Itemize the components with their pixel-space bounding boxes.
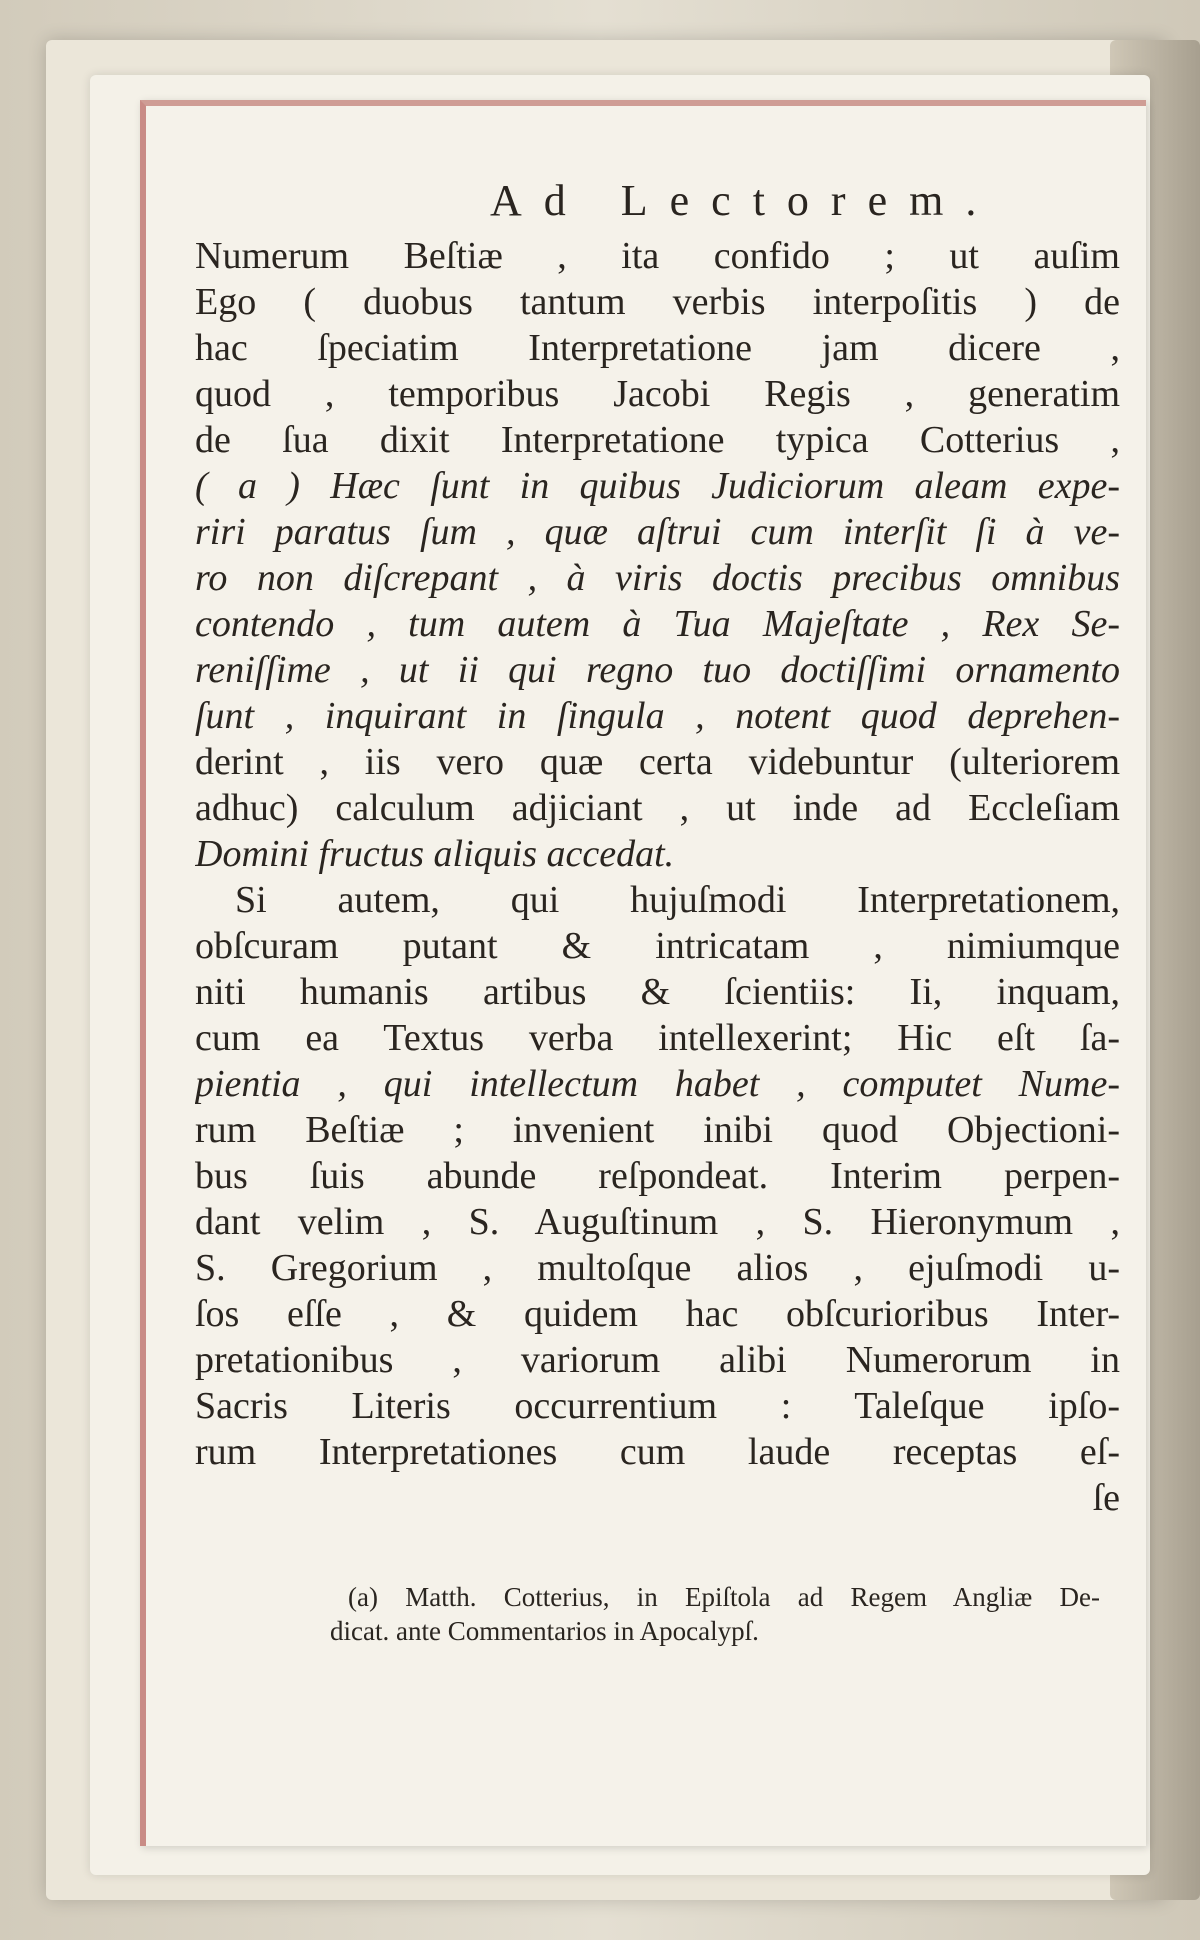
body-line: ſos eſſe , & quidem hac obſcurioribus Inter- — [195, 1293, 1120, 1335]
body-line: Sacris Literis occurrentium : Taleſque ipſo- — [195, 1385, 1120, 1427]
footnote-line: dicat. ante Commentarios in Apocalypſ. — [330, 1616, 759, 1646]
quote-line: Domini fructus aliquis accedat. — [195, 833, 675, 875]
body-line: Numerum Beſtiæ , ita confido ; ut auſim — [195, 235, 1120, 277]
body-line: rum Interpretationes cum laude receptas eſ- — [195, 1431, 1120, 1473]
quote-line: contendo , tum autem à Tua Majeſtate , Rex Se- — [195, 603, 1120, 645]
body-line: cum ea Textus verba intellexerint; Hic eſt ſa- — [195, 1017, 1120, 1059]
body-line: dant velim , S. Auguſtinum , S. Hieronymum , — [195, 1201, 1120, 1243]
body-line: bus ſuis abunde reſpondeat. Interim perpen- — [195, 1155, 1120, 1197]
body-line: Si autem, qui hujuſmodi Interpretationem, — [235, 879, 1120, 921]
body-line: pretationibus , variorum alibi Numerorum in — [195, 1339, 1120, 1381]
quote-line: reniſſime , ut ii qui regno tuo doctiſſimi ornamento — [195, 649, 1120, 691]
body-line: rum Beſtiæ ; invenient inibi quod Objectioni- — [195, 1109, 1120, 1151]
body-line: obſcuram putant & intricatam , nimiumque — [195, 925, 1120, 967]
page-text — [195, 175, 1120, 1521]
quote-line: ( a ) Hæc ſunt in quibus Judiciorum aleam expe- — [195, 465, 1120, 507]
catchword: ſe — [1092, 1477, 1120, 1519]
body-line: hac ſpeciatim Interpretatione jam dicere , — [195, 327, 1120, 369]
quote-line: ſunt , inquirant in ſingula , notent quod deprehen- — [195, 695, 1120, 737]
footnote-line: (a) Matth. Cotterius, in Epiſtola ad Regem Angliæ De- — [348, 1582, 1100, 1612]
body-line: S. Gregorium , multoſque alios , ejuſmodi u- — [195, 1247, 1120, 1289]
body-line: adhuc) calculum adjiciant , ut inde ad Eccleſiam — [195, 787, 1120, 829]
quote-line: ro non diſcrepant , à viris doctis precibus omnibus — [195, 557, 1120, 599]
quote-line: riri paratus ſum , quæ aſtrui cum interſit ſi à ve- — [195, 511, 1120, 553]
body-line: quod , temporibus Jacobi Regis , generatim — [195, 373, 1120, 415]
body-line: derint , iis vero quæ certa videbuntur (ulteriorem — [195, 741, 1120, 783]
body-line: niti humanis artibus & ſcientiis: Ii, inquam, — [195, 971, 1120, 1013]
footnote — [330, 1580, 1100, 1648]
running-head: Ad Lectorem. — [490, 176, 999, 225]
body-line: Ego ( duobus tantum verbis interpoſitis ) de — [195, 281, 1120, 323]
quote-line: pientia , qui intellectum habet , computet Nume- — [195, 1063, 1120, 1105]
body-line: de ſua dixit Interpretatione typica Cotterius , — [195, 419, 1120, 461]
